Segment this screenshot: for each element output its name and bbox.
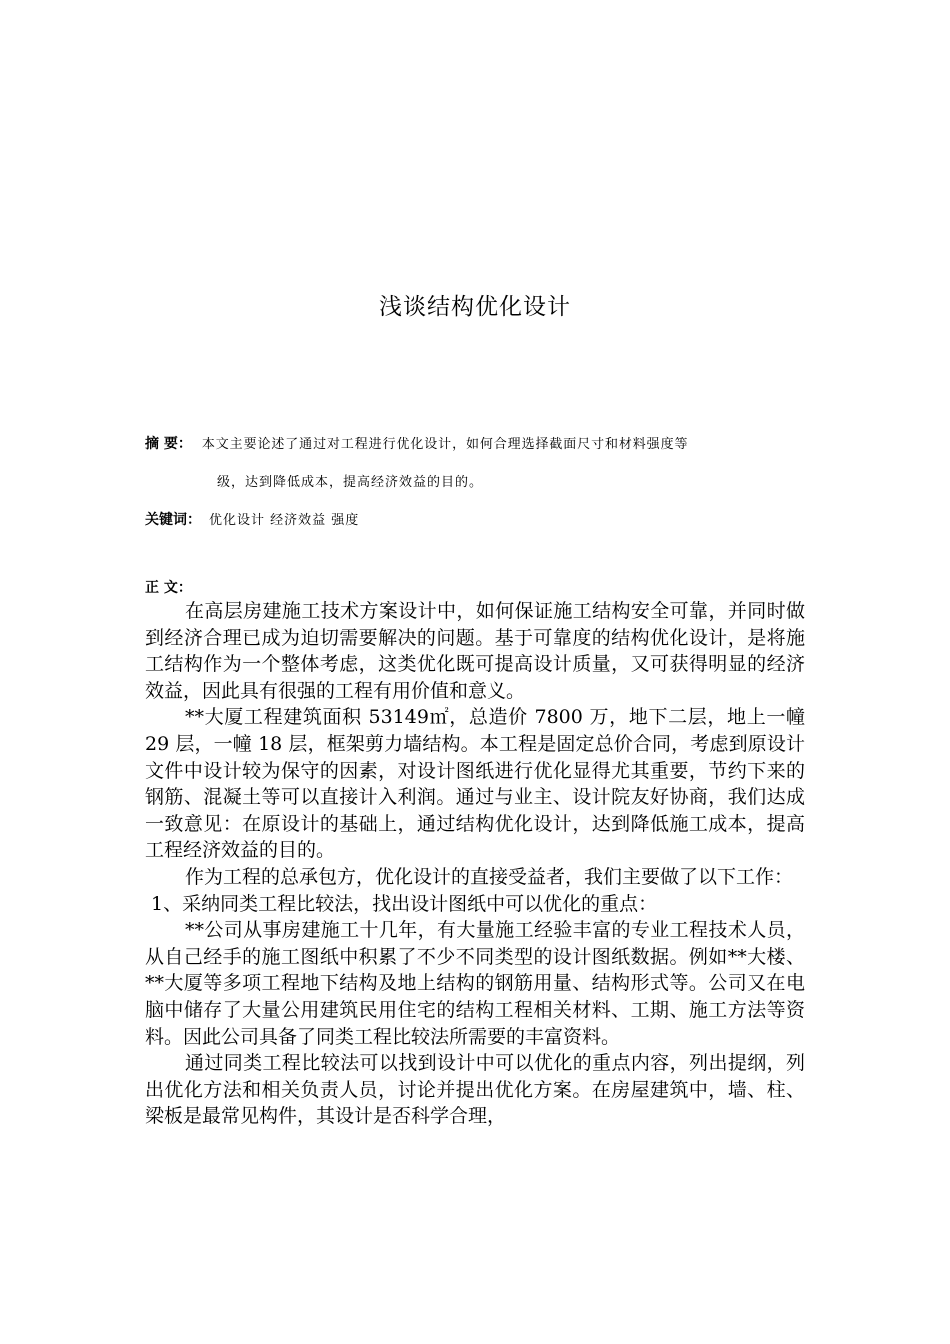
paragraph-4: **公司从事房建施工十几年，有大量施工经验丰富的专业工程技术人员，从自己经手的施工图纸中积累了不少不同类型的设计图纸数据。例如**大楼、**大厦等多项工程地下结构及地上结构的钢筋用量、结构形式等。公司又在电脑中储存了大量公用建筑民用住宅的结构工程相关材料、工期、施工方法等资料。因此公司具备了同类工程比较法所需要的丰富资料。 bbox=[145, 919, 805, 1048]
body-heading: 正 文： bbox=[145, 580, 192, 596]
abstract-line-2 bbox=[145, 472, 815, 492]
keywords-label: 关键词： bbox=[145, 512, 201, 528]
abstract-label: 摘 要： bbox=[145, 436, 192, 452]
abstract-text-line-2: 级，达到降低成本，提高经济效益的目的。 bbox=[217, 475, 484, 490]
abstract-text-line-1: 本文主要论述了通过对工程进行优化设计，如何合理选择截面尺寸和材料强度等 bbox=[201, 437, 689, 452]
paragraph-3: 作为工程的总承包方，优化设计的直接受益者，我们主要做了以下工作： bbox=[185, 865, 794, 888]
abstract-section bbox=[145, 434, 815, 530]
document-title: 浅谈结构优化设计 bbox=[379, 294, 571, 320]
paragraph-1: 在高层房建施工技术方案设计中，如何保证施工结构安全可靠，并同时做到经济合理已成为迫切需要解决的问题。基于可靠度的结构优化设计，是将施工结构作为一个整体考虑，这类优化既可提高设计质量，又可获得明显的经济效益，因此具有很强的工程有用价值和意义。 bbox=[145, 600, 805, 702]
body-text bbox=[145, 598, 805, 1130]
list-item-1: 1、采纳同类工程比较法，找出设计图纸中可以优化的重点： bbox=[151, 892, 658, 915]
paragraph-2: **大厦工程建筑面积 53149㎡，总造价 7800 万，地下二层，地上一幢 29 层，一幢 18 层，框架剪力墙结构。本工程是固定总价合同，考虑到原设计文件中设计较为保守的因素，对设计图纸进行优化显得尤其重要，节约下来的钢筋、混凝土等可以直接计入利润。通过与业主、设计院友好协商，我们达成一致意见：在原设计的基础上，通过结构优化设计，达到降低施工成本，提高工程经济效益的目的。 bbox=[145, 706, 805, 862]
keywords-line bbox=[145, 510, 815, 530]
paragraph-5: 通过同类工程比较法可以找到设计中可以优化的重点内容，列出提纲，列出优化方法和相关负责人员，讨论并提出优化方案。在房屋建筑中，墙、柱、梁板是最常见构件，其设计是否科学合理， bbox=[145, 1052, 805, 1128]
keywords-text: 优化设计 经济效益 强度 bbox=[209, 513, 360, 528]
abstract-line-1 bbox=[145, 434, 815, 454]
